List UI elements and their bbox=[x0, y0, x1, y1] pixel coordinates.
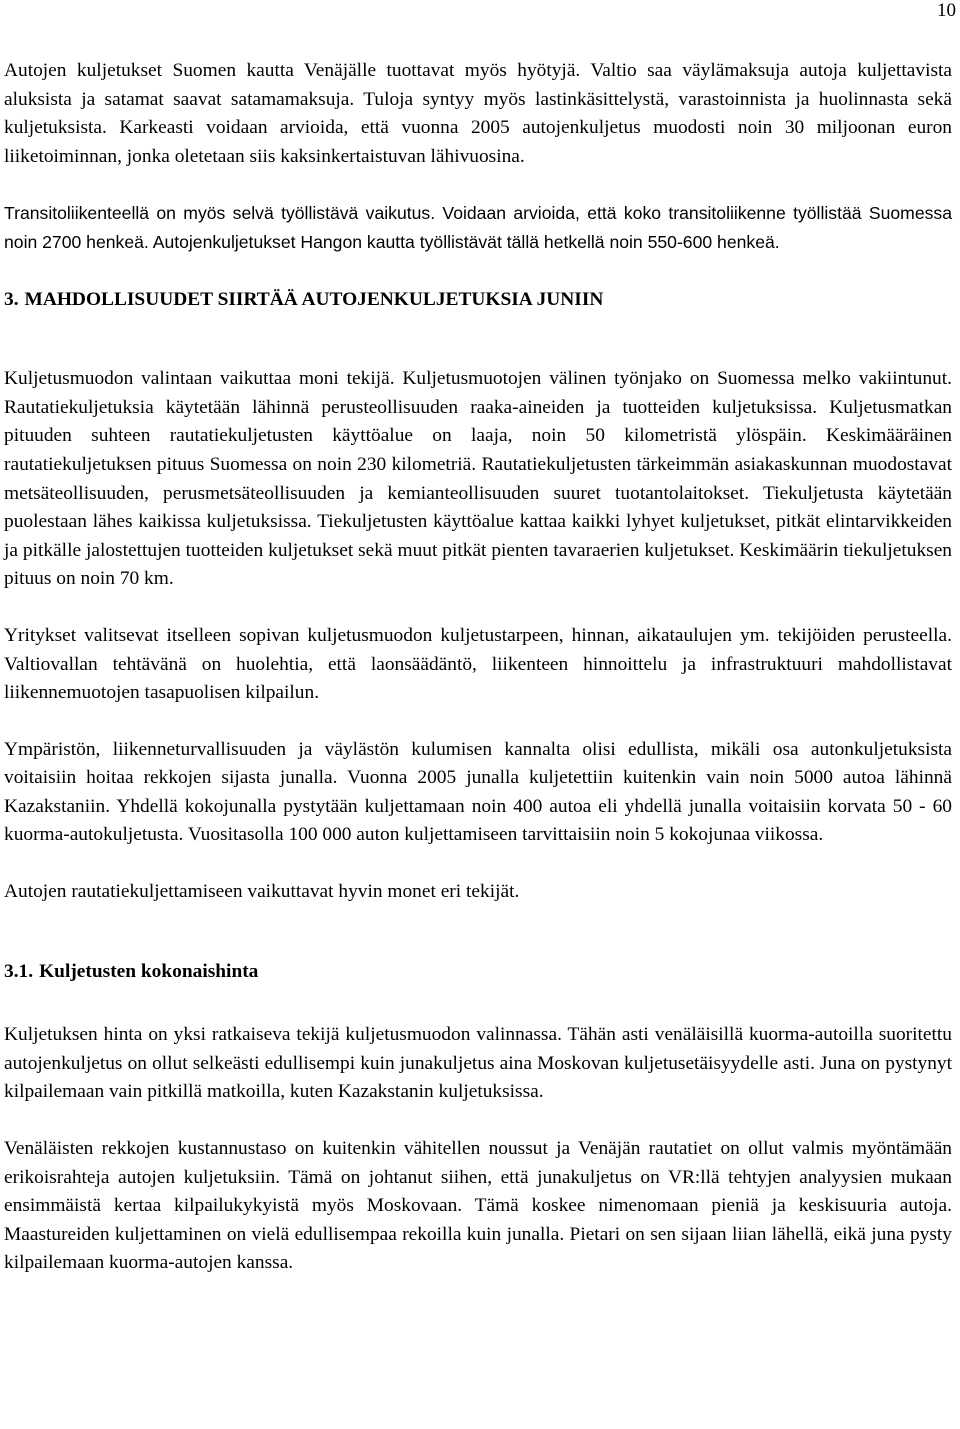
paragraph-environment: Ympäristön, liikenneturvallisuuden ja väylästön kulumisen kannalta olisi edullista, mikäli osa autonkuljetuksista voitaisiin hoitaa rekkojen sijasta junalla. Vuonna 2005 junalla kuljetettiin kuitenkin vain noin 5000 autoa lähinnä Kazakstaniin. Yhdellä kokojunalla pystytään kuljettamaan noin 400 autoa eli yhdellä junalla voitaisiin korvata 50 - 60 kuorma-autokuljetusta. Vuositasolla 100 000 auton kuljettamiseen tarvittaisiin noin 5 kokojunaa viikossa. bbox=[4, 738, 952, 846]
paragraph-transit-benefits: Autojen kuljetukset Suomen kautta Venäjälle tuottavat myös hyötyjä. Valtio saa väylämaksuja autoja kuljettavista aluksista ja satamat saavat satamamaksuja. Tuloja syntyy myös lastinkäsittelystä, varastoinnista ja huolinnasta sekä kuljetuksista. Karkeasti voidaan arvioida, että vuonna 2005 autojenkuljetus muodosti noin 30 miljoonan euron liiketoiminnan, jonka oletetaan siis kaksinkertaistuvan lähivuosina. bbox=[4, 60, 952, 167]
paragraph-mode-choice: Kuljetusmuodon valintaan vaikuttaa moni tekijä. Kuljetusmuotojen välinen työnjako on Suomessa melko vakiintunut. Rautatiekuljetuksia käytetään lähinnä perusteollisuuden raaka-aineiden ja tuotteiden kuljetuksissa. Kuljetusmatkan pituuden suhteen rautatiekuljetusten käyttöalue on laaja, noin 50 kilometristä ylöspäin. Keskimääräinen rautatiekuljetuksen pituus Suomessa on noin 230 kilometriä. Rautatiekuljetusten tärkeimmän asiakaskunnan muodostavat metsäteollisuuden, perusmetsäteollisuuden ja kemianteollisuuden suuret tuotantolaitokset. Tiekuljetusta käytetään puolestaan lähes kaikissa kuljetuksissa. Tiekuljetusten käyttöalue kattaa kaikki lyhyet kuljetukset, pitkät elintarvikkeiden ja pitkälle jalostettujen tuotteiden kuljetukset sekä muut pitkät pienten tavaraerien kuljetukset. Keskimäärin tiekuljetuksen pituus on noin 70 km. bbox=[4, 368, 952, 590]
paragraph-total-price: Kuljetuksen hinta on yksi ratkaiseva tekijä kuljetusmuodon valinnassa. Tähän asti venäläisillä kuorma-autoilla suoritettu autojenkuljetus on ollut selkeästi edullisempi kuin junakuljetus aina Moskovan kuljetusetäisyydelle asti. Juna on pystynyt kilpailemaan vain pitkillä matkoilla, kuten Kazakstanin kuljetuksissa. bbox=[4, 1024, 952, 1103]
section-title: MAHDOLLISUUDET SIIRTÄÄ AUTOJENKULJETUKSIA JUNIIN bbox=[24, 288, 604, 310]
paragraph-cost-level: Venäläisten rekkojen kustannustaso on kuitenkin vähitellen noussut ja Venäjän rautatiet on ollut valmis myöntämään erikoisrahteja autojen kuljetuksiin. Tämä on johtanut siihen, että junakuljetus on VR:llä tehtyjen analyysien mukaan ensimmäistä kertaa kilpailukykyistä myös Moskovaan. Tämä koskee nimenomaan pieniä ja keskisuuria autoja. Maastureiden kuljettaminen on vielä edullisempaa rekoilla kuin junalla. Pietari on sen sijaan liian lähellä, eikä juna pysty kilpailemaan kuorma-autojen kanssa. bbox=[4, 1138, 952, 1274]
paragraph-factors: Autojen rautatiekuljettamiseen vaikuttavat hyvin monet eri tekijät. bbox=[4, 881, 520, 903]
paragraph-companies-choose: Yritykset valitsevat itselleen sopivan kuljetusmuodon kuljetustarpeen, hinnan, aikataulujen ym. tekijöiden perusteella. Valtiovallan tehtävänä on huolehtia, että laonsäädäntö, liikenteen hinnoittelu ja infrastruktuuri mahdollistavat liikennemuotojen tasapuolisen kilpailun. bbox=[4, 624, 952, 704]
section-number: 3. bbox=[4, 288, 19, 310]
section-heading-3 bbox=[4, 286, 952, 315]
section-heading-3-1 bbox=[4, 958, 952, 987]
page-number: 10 bbox=[937, 0, 956, 21]
paragraph-transit-employment: Transitoliikenteellä on myös selvä työllistävä vaikutus. Voidaan arvioida, että koko transitoliikenne työllistää Suomessa noin 2700 henkeä. Autojenkuljetukset Hangon kautta työllistävät tällä hetkellä noin 550-600 henkeä. bbox=[4, 203, 952, 252]
document-body bbox=[4, 57, 952, 1278]
section-number: 3.1. bbox=[4, 960, 34, 982]
section-title: Kuljetusten kokonaishinta bbox=[39, 960, 259, 982]
